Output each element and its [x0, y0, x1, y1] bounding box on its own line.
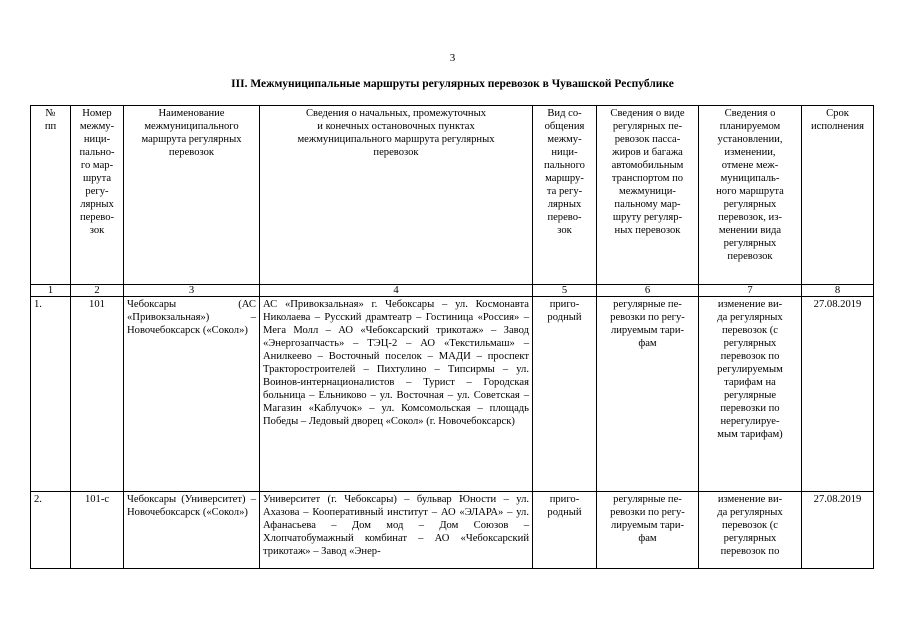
row-transport-type: регулярные пе- ревозки по регу- лируемым тари- фам: [597, 297, 699, 492]
routes-table: [30, 105, 874, 569]
column-number: 5: [533, 285, 597, 297]
row-transport-type: регулярные пе- ревозки по регу- лируемым тари- фам: [597, 492, 699, 569]
column-number: 1: [31, 285, 71, 297]
header-route-name: Наименование межмуниципального маршрута регулярных перевозок: [124, 106, 260, 285]
header-transport-type: Сведения о виде регулярных пе- ревозок пасса- жиров и багажа автомобильным транспортом по межмуници- пальному мар- шруту регуляр- ных перевозок: [597, 106, 699, 285]
page-number: 3: [449, 52, 456, 64]
row-route-number: 101-с: [71, 492, 124, 569]
row-message-type: приго- родный: [533, 492, 597, 569]
row-deadline: 27.08.2019: [802, 492, 874, 569]
row-route-name: Чебоксары (АС «Привокзальная») – Новочебоксарск («Сокол»): [124, 297, 260, 492]
row-route-name: Чебоксары (Университет) – Новочебоксарск («Сокол»): [124, 492, 260, 569]
row-planned-changes: изменение ви- да регулярных перевозок (с регулярных перевозок по: [699, 492, 802, 569]
row-pp: 1.: [31, 297, 71, 492]
column-number: 8: [802, 285, 874, 297]
column-number: 6: [597, 285, 699, 297]
row-route-number: 101: [71, 297, 124, 492]
row-deadline: 27.08.2019: [802, 297, 874, 492]
column-number: 3: [124, 285, 260, 297]
header-planned-changes: Сведения о планируемом установлении, изменении, отмене меж- муниципаль- ного маршрута регулярных перевозок, из- менении вида регулярных перевозок: [699, 106, 802, 285]
column-number-row: [31, 285, 874, 297]
header-route-number: Номер межму- ници- пально- го мар- шрута регу- лярных перево- зок: [71, 106, 124, 285]
header-row: [31, 106, 874, 285]
row-planned-changes: изменение ви- да регулярных перевозок (с регулярных перевозок по регулируемым тарифам на регулярные перевозки по нерегулируе- мым тарифам): [699, 297, 802, 492]
row-pp: 2.: [31, 492, 71, 569]
header-pp: № пп: [31, 106, 71, 285]
column-number: 7: [699, 285, 802, 297]
header-stops: Сведения о начальных, промежуточных и конечных остановочных пунктах межмуниципального маршрута регулярных перевозок: [260, 106, 533, 285]
row-message-type: приго- родный: [533, 297, 597, 492]
table-row: [31, 492, 874, 569]
header-message-type: Вид со- общения межму- ници- пального маршру- та регу- лярных перево- зок: [533, 106, 597, 285]
row-stops: Университет (г. Чебоксары) – бульвар Юности – ул. Ахазова – Кооперативный институт – АО «ЭЛАРА» – ул. Афанасьева – Дом мод – Дом Союзов – Хлопчатобумажный комбинат – АО «Чебоксарский трикотаж» – Завод «Энер-: [260, 492, 533, 569]
header-deadline: Срок исполнения: [802, 106, 874, 285]
row-stops: АС «Привокзальная» г. Чебоксары – ул. Космонавта Николаева – Русский драмтеатр – Гостиница «Россия» – Мега Молл – АО «Чебоксарский трикотаж» – Завод «Энергозапчасть» – ТЭЦ-2 – АО «Текстильмаш» – Анилкеево – Восточный поселок – МАДИ – проспект Тракторостроителей – Пихтулино – Типсирмы – ул. Воинов-интернационалистов – Турист – Городская больница – Ельниково – ул. Восточная – ул. Советская – Магазин «Каблучок» – ул. Комсомольская – площадь Победы – Ледовый дворец «Сокол» (г. Новочебоксарск): [260, 297, 533, 492]
table-row: [31, 297, 874, 492]
column-number: 2: [71, 285, 124, 297]
document-title: III. Межмуниципальные маршруты регулярных перевозок в Чувашской Республике: [231, 78, 674, 90]
column-number: 4: [260, 285, 533, 297]
